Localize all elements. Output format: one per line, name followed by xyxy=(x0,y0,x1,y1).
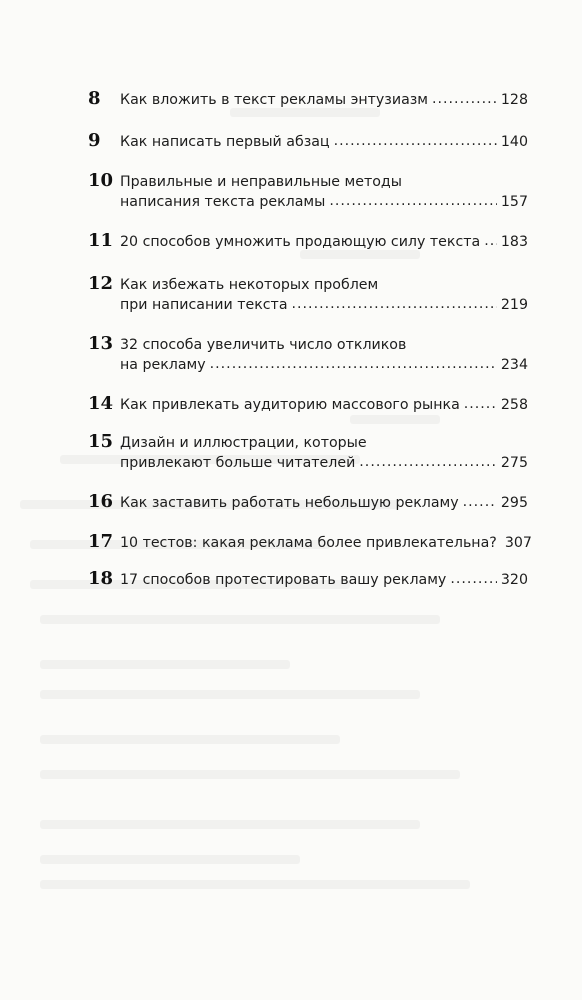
chapter-title-block xyxy=(120,433,528,473)
chapter-title-last-line xyxy=(120,232,528,252)
chapter-title-last-line xyxy=(120,395,528,415)
chapter-title-last-line xyxy=(120,192,528,212)
chapter-title-block xyxy=(120,132,528,152)
dot-leader xyxy=(463,492,497,512)
chapter-title-line: Как написать первый абзац xyxy=(120,134,330,150)
chapter-number: 12 xyxy=(88,273,114,294)
chapter-title-last-line xyxy=(120,570,528,590)
dot-leader xyxy=(359,452,497,472)
chapter-title-line: Как избежать некоторых проблем xyxy=(120,277,379,293)
chapter-title-block xyxy=(120,335,528,375)
dot-leader xyxy=(484,231,497,251)
dot-leader xyxy=(450,569,497,589)
chapter-title-line: на рекламу xyxy=(120,357,206,373)
page-number: 275 xyxy=(500,455,528,471)
chapter-number: 9 xyxy=(88,130,101,151)
chapter-title-block xyxy=(120,395,528,415)
chapter-number: 8 xyxy=(88,88,101,109)
chapter-title-line: Как привлекать аудиторию массового рынка xyxy=(120,397,460,413)
page-number: 183 xyxy=(500,234,528,250)
chapter-title-last-line xyxy=(120,90,528,110)
chapter-title-last-line xyxy=(120,355,528,375)
chapter-number: 15 xyxy=(88,431,114,452)
chapter-title-line: 17 способов протестировать вашу рекламу xyxy=(120,572,447,588)
chapter-title-block xyxy=(120,493,528,513)
chapter-title-last-line xyxy=(120,453,528,473)
chapter-title-line: Правильные и неправильные методы xyxy=(120,174,402,190)
chapter-title-line: при написании текста xyxy=(120,297,288,313)
page-number: 307 xyxy=(504,535,532,551)
page-number: 140 xyxy=(500,134,528,150)
chapter-title-block xyxy=(120,570,528,590)
chapter-number: 18 xyxy=(88,568,114,589)
chapter-title-block xyxy=(120,232,528,252)
page-number: 320 xyxy=(500,572,528,588)
chapter-title-line: 32 способа увеличить число откликов xyxy=(120,337,407,353)
page-number: 128 xyxy=(500,92,528,108)
page-number: 295 xyxy=(500,495,528,511)
chapter-title-line: 20 способов умножить продающую силу текста xyxy=(120,234,481,250)
page-number: 258 xyxy=(500,397,528,413)
chapter-number: 17 xyxy=(88,531,114,552)
chapter-title-line: привлекают больше читателей xyxy=(120,455,356,471)
chapter-title-last-line xyxy=(120,132,528,152)
page-number: 219 xyxy=(500,297,528,313)
page-number: 234 xyxy=(500,357,528,373)
chapter-title-line: 10 тестов: какая реклама более привлекательна? xyxy=(120,535,497,551)
chapter-title-line: Как заставить работать небольшую рекламу xyxy=(120,495,459,511)
dot-leader xyxy=(292,294,497,314)
chapter-title-block xyxy=(120,172,528,212)
chapter-title-block xyxy=(120,533,532,553)
chapter-title-last-line xyxy=(120,533,532,553)
dot-leader xyxy=(334,131,497,151)
chapter-number: 16 xyxy=(88,491,114,512)
dot-leader xyxy=(464,394,497,414)
dot-leader xyxy=(210,354,497,374)
chapter-number: 11 xyxy=(88,230,114,251)
dot-leader xyxy=(432,89,497,109)
chapter-title-line: Как вложить в текст рекламы энтузиазм xyxy=(120,92,429,108)
chapter-title-last-line xyxy=(120,295,528,315)
dot-leader xyxy=(329,191,497,211)
chapter-number: 13 xyxy=(88,333,114,354)
chapter-number: 14 xyxy=(88,393,114,414)
chapter-number: 10 xyxy=(88,170,114,191)
chapter-title-block xyxy=(120,275,528,315)
chapter-title-last-line xyxy=(120,493,528,513)
chapter-title-line: написания текста рекламы xyxy=(120,194,326,210)
chapter-title-block xyxy=(120,90,528,110)
page-number: 157 xyxy=(500,194,528,210)
chapter-title-line: Дизайн и иллюстрации, которые xyxy=(120,435,367,451)
